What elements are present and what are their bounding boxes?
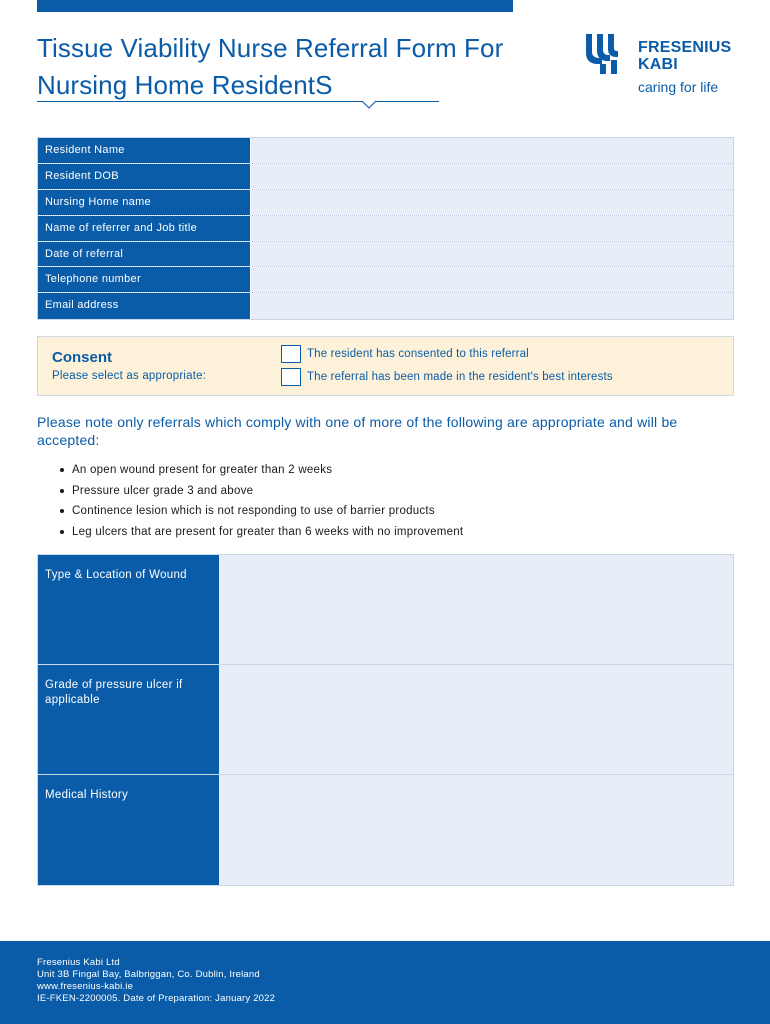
pressure-ulcer-grade-field[interactable] [219,665,733,774]
detail-label: Name of referrer and Job title [38,216,250,241]
logo-name-line-2: KABI [638,56,678,73]
footer-reference: IE-FKEN-2200005. Date of Preparation: January 2022 [37,993,276,1004]
form-title-line-1: Tissue Viability Nurse Referral Form For [37,33,504,63]
list-item: Continence lesion which is not responding to use of barrier products [58,501,463,522]
consent-option-consented[interactable] [281,345,529,363]
list-item: Pressure ulcer grade 3 and above [58,481,463,502]
detail-row-telephone [38,267,733,293]
page-footer [0,941,770,1024]
wound-row-medical-history [38,775,733,885]
detail-label: Resident Name [38,138,250,163]
detail-label: Nursing Home name [38,190,250,215]
medical-history-field[interactable] [219,775,733,885]
list-item: An open wound present for greater than 2 weeks [58,460,463,481]
referral-criteria-list [58,460,463,542]
consent-checkbox[interactable] [281,345,301,363]
detail-row-referral-date [38,242,733,268]
wound-label: Grade of pressure ulcer if applicable [38,665,219,774]
detail-label: Date of referral [38,242,250,267]
referral-criteria-intro: Please note only referrals which comply with one of more of the following are appropriate and will be accepted: [37,414,678,448]
footer-address: Unit 3B Fingal Bay, Balbriggan, Co. Dublin, Ireland [37,969,260,980]
detail-row-email [38,293,733,319]
consent-option-label: The resident has consented to this referral [307,348,529,360]
detail-row-resident-dob [38,164,733,190]
title-underline [37,101,439,102]
footer-company: Fresenius Kabi Ltd [37,957,120,968]
footer-text [37,957,275,1005]
wound-label: Medical History [38,775,219,885]
wound-details-table [37,554,734,886]
footer-website: www.fresenius-kabi.ie [37,981,134,992]
detail-label: Email address [38,293,250,319]
fresenius-kabi-logo [584,34,734,98]
wound-label: Type & Location of Wound [38,555,219,664]
list-item: Leg ulcers that are present for greater than 6 weeks with no improvement [58,522,463,543]
consent-instruction: Please select as appropriate: [52,370,207,382]
best-interests-checkbox[interactable] [281,368,301,386]
form-title [37,30,557,104]
detail-row-nursing-home [38,190,733,216]
telephone-field[interactable] [250,267,733,292]
referral-date-field[interactable] [250,242,733,267]
title-notch-icon [362,96,376,110]
resident-dob-field[interactable] [250,164,733,189]
consent-option-best-interests[interactable] [281,368,613,386]
form-title-line-2: Nursing Home ResidentS [37,70,333,100]
top-accent-bar [37,0,513,12]
wound-row-pressure-grade [38,665,733,775]
wound-row-type-location [38,555,733,665]
wound-type-location-field[interactable] [219,555,733,664]
consent-option-label: The referral has been made in the resident's best interests [307,371,613,383]
fresenius-kabi-mark-icon [584,34,624,74]
consent-panel [37,336,734,396]
logo-wordmark [638,39,731,73]
detail-label: Resident DOB [38,164,250,189]
email-field[interactable] [250,293,733,319]
detail-row-resident-name [38,138,733,164]
logo-name-line-1: FRESENIUS [638,39,732,56]
detail-label: Telephone number [38,267,250,292]
nursing-home-name-field[interactable] [250,190,733,215]
logo-tagline: caring for life [638,79,719,95]
resident-name-field[interactable] [250,138,733,163]
resident-details-table [37,137,734,320]
consent-title: Consent [52,349,112,366]
detail-row-referrer [38,216,733,242]
referrer-name-field[interactable] [250,216,733,241]
